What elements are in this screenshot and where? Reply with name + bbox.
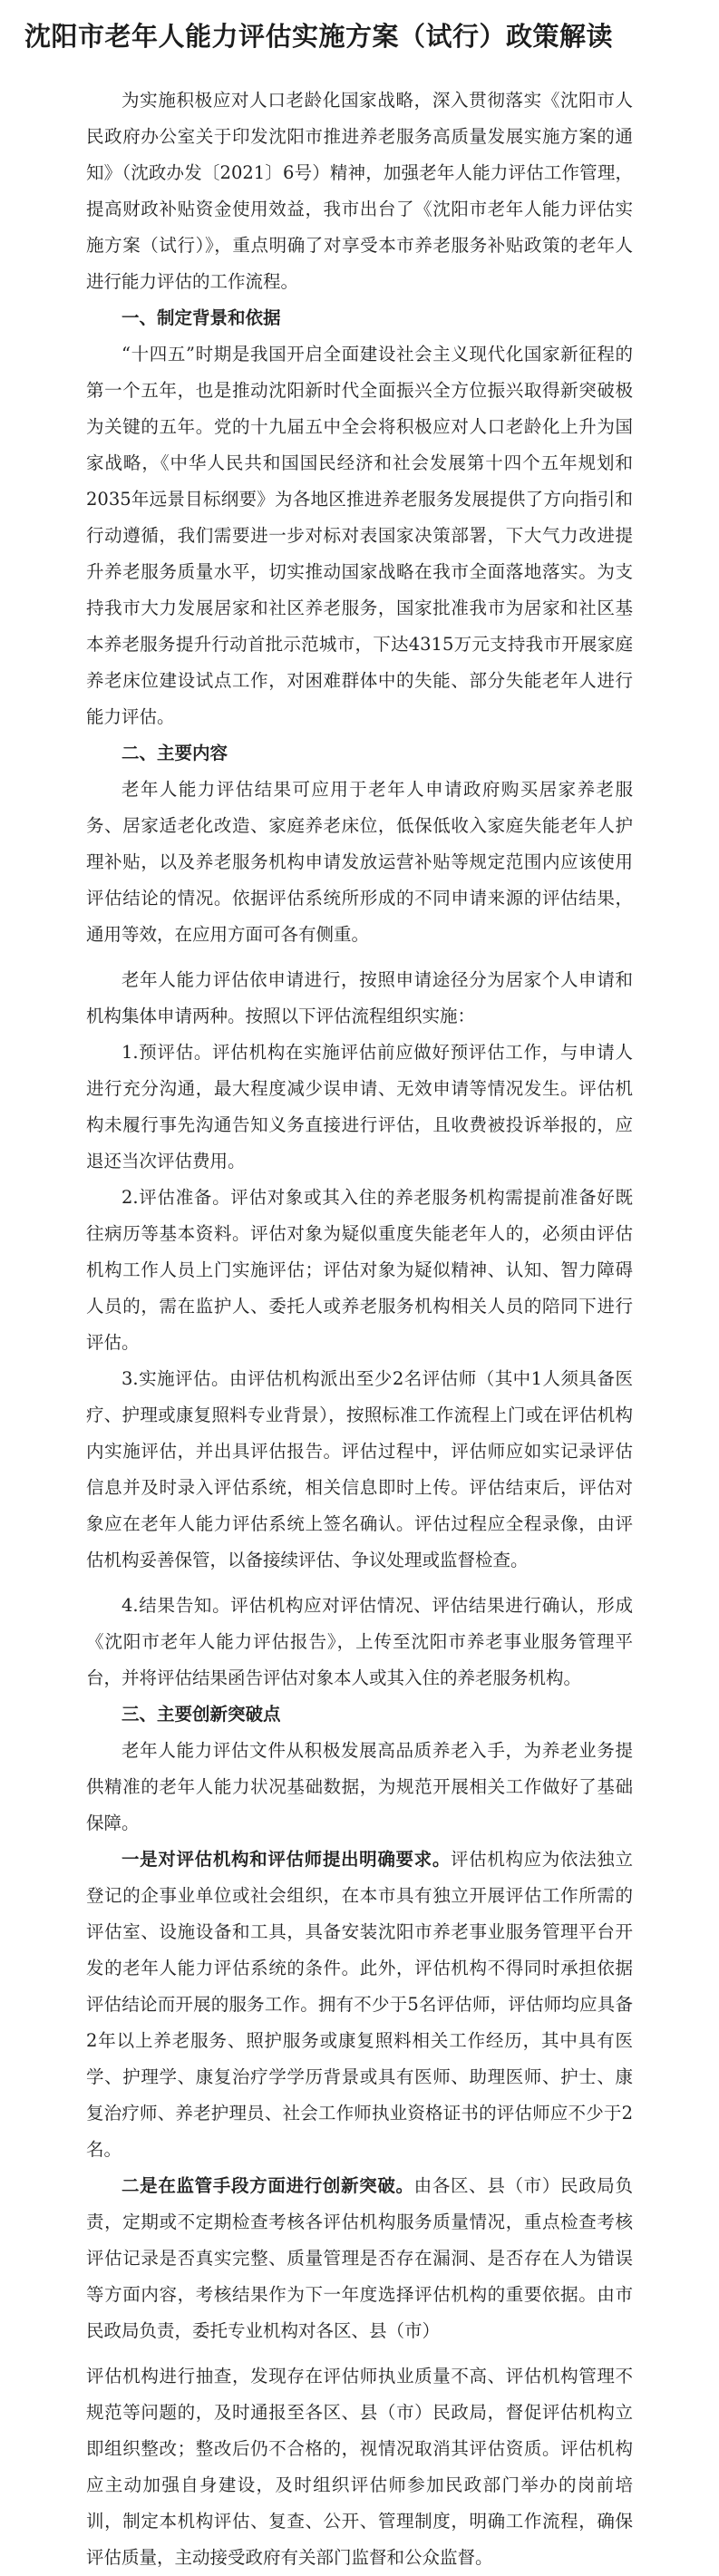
point-2-lead: 二是在监管手段方面进行创新突破。: [121, 2175, 414, 2196]
step-4-paragraph: 4.结果告知。评估机构应对评估情况、评估结果进行确认，形成《沈阳市老年人能力评估报告》，上传至沈阳市养老事业服务管理平台，并将评估结果函告评估对象本人或其入住的养老服务机构。: [86, 1595, 633, 1688]
section-2-paragraph-1: 老年人能力评估结果可应用于老年人申请政府购买居家养老服务、居家适老化改造、家庭养老床位，低保低收入家庭失能老年人护理补贴，以及养老服务机构申请发放运营补贴等规定范围内应该使用评估结论的情况。依据评估系统所形成的不同申请来源的评估结果，通用等效，在应用方面可各有侧重。: [86, 779, 633, 945]
section-1-heading: 一、制定背景和依据: [121, 307, 281, 328]
section-3-paragraph-1: 老年人能力评估文件从积极发展高品质养老入手，为养老业务提供精准的老年人能力状况基础数据，为规范开展相关工作做好了基础保障。: [86, 1740, 633, 1833]
step-2-paragraph: 2.评估准备。评估对象或其入住的养老服务机构需提前准备好既往病历等基本资料。评估对象为疑似重度失能老年人的，必须由评估机构工作人员上门实施评估；评估对象为疑似精神、认知、智力障碍人员的，需在监护人、委托人或养老服务机构相关人员的陪同下进行评估。: [86, 1187, 633, 1353]
section-1-paragraph: “十四五”时期是我国开启全面建设社会主义现代化国家新征程的第一个五年，也是推动沈阳新时代全面振兴全方位振兴取得新突破极为关键的五年。党的十九届五中全会将积极应对人口老龄化上升为国家战略，《中华人民共和国国民经济和社会发展第十四个五年规划和2035年远景目标纲要》为各地区推进养老服务发展提供了方向指引和行动遵循，我们需要进一步对标对表国家决策部署，下大气力改进提升养老服务质量水平，切实推动国家战略在我市全面落地落实。为支持我市大力发展居家和社区养老服务，国家批准我市为居家和社区基本养老服务提升行动首批示范城市，下达4315万元支持我市开展家庭养老床位建设试点工作，对困难群体中的失能、部分失能老年人进行能力评估。: [86, 344, 633, 727]
section-2-heading: 二、主要内容: [121, 743, 228, 763]
section-3-paragraph-2: [86, 1842, 633, 2168]
section-3-heading: 三、主要创新突破点: [121, 1704, 281, 1725]
point-1-lead: 一是对评估机构和评估师提出明确要求。: [121, 1849, 451, 1870]
step-3-paragraph: 3.实施评估。由评估机构派出至少2名评估师（其中1人须具备医疗、护理或康复照料专业背景），按照标准工作流程上门或在评估机构内实施评估，并出具评估报告。评估过程中，评估师应如实记录评估信息并及时录入评估系统，相关信息即时上传。评估结束后，评估对象应在老年人能力评估系统上签名确认。评估过程应全程录像，由评估机构妥善保管，以备接续评估、争议处理或监督检查。: [86, 1368, 633, 1570]
intro-paragraph: 为实施积极应对人口老龄化国家战略，深入贯彻落实《沈阳市人民政府办公室关于印发沈阳市推进养老服务高质量发展实施方案的通知》（沈政办发〔2021〕6号）精神，加强老年人能力评估工作管理，提高财政补贴资金使用效益，我市出台了《沈阳市老年人能力评估实施方案（试行）》，重点明确了对享受本市养老服务补贴政策的老年人进行能力评估的工作流程。: [86, 90, 633, 292]
point-2-body: 由各区、县（市）民政局负责，定期或不定期检查考核各评估机构服务质量情况，重点检查考核评估记录是否真实完整、质量管理是否存在漏洞、是否存在人为错误等方面内容，考核结果作为下一年度选择评估机构的重要依据。由市民政局负责，委托专业机构对各区、县（市）: [86, 2175, 633, 2341]
section-3-paragraph-4: 评估机构进行抽查，发现存在评估师执业质量不高、评估机构管理不规范等问题的，及时通报至各区、县（市）民政局，督促评估机构立即组织整改；整改后仍不合格的，视情况取消其评估资质。评估机构应主动加强自身建设，及时组织评估师参加民政部门举办的岗前培训，制定本机构评估、复查、公开、管理制度，明确工作流程，确保评估质量，主动接受政府有关部门监督和公众监督。: [86, 2366, 633, 2568]
section-3-paragraph-3: [86, 2168, 633, 2349]
step-1-paragraph: 1.预评估。评估机构在实施评估前应做好预评估工作，与申请人进行充分沟通，最大程度减少误申请、无效申请等情况发生。评估机构未履行事先沟通告知义务直接进行评估，且收费被投诉举报的，应退还当次评估费用。: [86, 1042, 633, 1171]
page-title: 沈阳市老年人能力评估实施方案（试行）政策解读: [24, 21, 614, 52]
section-2-paragraph-2: 老年人能力评估依申请进行，按照申请途径分为居家个人申请和机构集体申请两种。按照以下评估流程组织实施：: [86, 969, 633, 1026]
point-1-body: 评估机构应为依法独立登记的企事业单位或社会组织，在本市具有独立开展评估工作所需的评估室、设施设备和工具，具备安装沈阳市养老事业服务管理平台开发的老年人能力评估系统的条件。此外，评估机构不得同时承担依据评估结论而开展的服务工作。拥有不少于5名评估师，评估师均应具备2年以上养老服务、照护服务或康复照料相关工作经历，其中具有医学、护理学、康复治疗学学历背景或具有医师、助理医师、护士、康复治疗师、养老护理员、社会工作师执业资格证书的评估师应不少于2名。: [86, 1849, 633, 2160]
